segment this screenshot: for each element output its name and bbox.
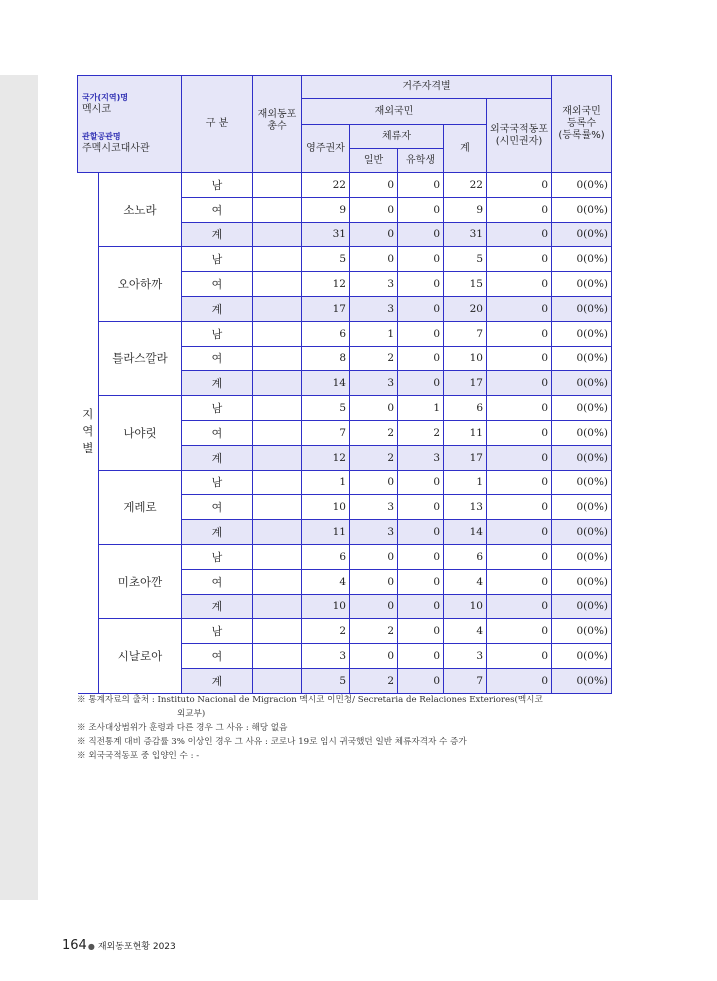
cell-total: [253, 346, 302, 371]
region-name: 미초아깐: [99, 544, 182, 618]
cell-sum: 11: [444, 420, 487, 445]
cell-foreign: 0: [487, 644, 552, 669]
cell-total: [253, 594, 302, 619]
country-name: 멕시코: [82, 104, 111, 115]
cell-sum: 20: [444, 296, 487, 321]
cell-gen: 1: [350, 321, 398, 346]
gender-cell: 남: [182, 619, 253, 644]
overseas-koreans-table: [77, 75, 612, 694]
cell-sum: 6: [444, 544, 487, 569]
cell-reg: 0(0%): [552, 644, 612, 669]
header-total: 재외동포 총수: [253, 76, 302, 173]
note-scope: ※ 조사대상범위가 훈령과 다른 경우 그 사유 : 해당 없음: [77, 723, 288, 733]
cell-gen: 0: [350, 222, 398, 247]
cell-gen: 0: [350, 396, 398, 421]
cell-reg: 0(0%): [552, 272, 612, 297]
cell-perm: 10: [302, 495, 350, 520]
cell-foreign: 0: [487, 346, 552, 371]
office-label: 관할공관명: [82, 132, 121, 141]
cell-reg: 0(0%): [552, 619, 612, 644]
cell-reg: 0(0%): [552, 445, 612, 470]
region-name: 오아하까: [99, 247, 182, 321]
cell-perm: 12: [302, 272, 350, 297]
cell-stu: 0: [398, 296, 444, 321]
cell-sum: 5: [444, 247, 487, 272]
cell-reg: 0(0%): [552, 247, 612, 272]
cell-perm: 31: [302, 222, 350, 247]
cell-sum: 4: [444, 619, 487, 644]
cell-sum: 17: [444, 445, 487, 470]
cell-reg: 0(0%): [552, 420, 612, 445]
cell-foreign: 0: [487, 619, 552, 644]
cell-stu: 3: [398, 445, 444, 470]
cell-foreign: 0: [487, 495, 552, 520]
cell-stu: 0: [398, 668, 444, 693]
header-sum: 계: [444, 125, 487, 173]
region-name: 소노라: [99, 173, 182, 247]
cell-gen: 2: [350, 420, 398, 445]
cell-perm: 4: [302, 569, 350, 594]
cell-foreign: 0: [487, 296, 552, 321]
cell-sum: 13: [444, 495, 487, 520]
cell-gen: 2: [350, 445, 398, 470]
table-row: [78, 173, 612, 198]
cell-stu: 1: [398, 396, 444, 421]
cell-reg: 0(0%): [552, 594, 612, 619]
region-name: 틀라스깔라: [99, 321, 182, 395]
region-name: 게레로: [99, 470, 182, 544]
cell-stu: 0: [398, 495, 444, 520]
cell-total: [253, 668, 302, 693]
table-row: [78, 321, 612, 346]
cell-total: [253, 445, 302, 470]
cell-foreign: 0: [487, 420, 552, 445]
cell-foreign: 0: [487, 445, 552, 470]
cell-total: [253, 644, 302, 669]
cell-foreign: 0: [487, 396, 552, 421]
table-row: [78, 247, 612, 272]
cell-reg: 0(0%): [552, 495, 612, 520]
cell-total: [253, 520, 302, 545]
cell-foreign: 0: [487, 197, 552, 222]
cell-perm: 10: [302, 594, 350, 619]
cell-perm: 14: [302, 371, 350, 396]
gender-cell: 여: [182, 197, 253, 222]
header-general: 일반: [350, 149, 398, 173]
cell-total: [253, 420, 302, 445]
cell-perm: 5: [302, 396, 350, 421]
gender-cell: 여: [182, 272, 253, 297]
cell-reg: 0(0%): [552, 520, 612, 545]
table-row: [78, 619, 612, 644]
cell-perm: 5: [302, 247, 350, 272]
cell-reg: 0(0%): [552, 346, 612, 371]
cell-gen: 2: [350, 668, 398, 693]
cell-gen: 3: [350, 371, 398, 396]
cell-foreign: 0: [487, 569, 552, 594]
cell-total: [253, 495, 302, 520]
cell-foreign: 0: [487, 321, 552, 346]
gender-cell: 계: [182, 222, 253, 247]
cell-reg: 0(0%): [552, 569, 612, 594]
cell-sum: 7: [444, 321, 487, 346]
office-name: 주멕시코대사관: [82, 143, 150, 154]
cell-sum: 1: [444, 470, 487, 495]
gender-cell: 남: [182, 544, 253, 569]
gender-cell: 남: [182, 396, 253, 421]
header-permanent: 영주권자: [302, 125, 350, 173]
cell-sum: 22: [444, 173, 487, 198]
cell-gen: 3: [350, 296, 398, 321]
gender-cell: 여: [182, 569, 253, 594]
bullet-icon: ●: [87, 942, 95, 951]
cell-total: [253, 197, 302, 222]
cell-reg: 0(0%): [552, 197, 612, 222]
cell-gen: 3: [350, 520, 398, 545]
cell-sum: 31: [444, 222, 487, 247]
gender-cell: 여: [182, 644, 253, 669]
cell-total: [253, 371, 302, 396]
gender-cell: 남: [182, 247, 253, 272]
cell-foreign: 0: [487, 544, 552, 569]
gender-cell: 계: [182, 594, 253, 619]
cell-total: [253, 470, 302, 495]
cell-perm: 11: [302, 520, 350, 545]
cell-sum: 10: [444, 346, 487, 371]
table-row: [78, 470, 612, 495]
cell-perm: 6: [302, 321, 350, 346]
cell-reg: 0(0%): [552, 668, 612, 693]
note-source-text: ※ 통계자료의 출처 : Instituto Nacional de Migracion 멕시코 이민청/ Secretaria de Relaciones Exteriores(멕시코: [77, 695, 543, 705]
cell-sum: 10: [444, 594, 487, 619]
cell-perm: 7: [302, 420, 350, 445]
cell-perm: 6: [302, 544, 350, 569]
cell-total: [253, 544, 302, 569]
table-body: [78, 173, 612, 694]
header-student: 유학생: [398, 149, 444, 173]
side-margin-band: [0, 75, 38, 900]
note-source: [77, 693, 617, 721]
cell-sum: 7: [444, 668, 487, 693]
cell-gen: 0: [350, 544, 398, 569]
cell-total: [253, 619, 302, 644]
cell-reg: 0(0%): [552, 371, 612, 396]
notes-block: [77, 693, 617, 763]
cell-perm: 22: [302, 173, 350, 198]
cell-sum: 3: [444, 644, 487, 669]
cell-total: [253, 173, 302, 198]
cell-gen: 0: [350, 470, 398, 495]
cell-reg: 0(0%): [552, 396, 612, 421]
page-number: 164: [62, 938, 87, 953]
header-residence: 거주자격별: [302, 76, 552, 99]
cell-gen: 3: [350, 272, 398, 297]
cell-reg: 0(0%): [552, 321, 612, 346]
cell-stu: 0: [398, 247, 444, 272]
cell-reg: 0(0%): [552, 222, 612, 247]
note-source-cont: 외교부): [177, 709, 206, 719]
header-gubun: 구 분: [182, 76, 253, 173]
cell-stu: 0: [398, 644, 444, 669]
cell-stu: 0: [398, 594, 444, 619]
gender-cell: 여: [182, 346, 253, 371]
cell-foreign: 0: [487, 470, 552, 495]
gender-cell: 남: [182, 321, 253, 346]
cell-stu: 0: [398, 619, 444, 644]
cell-sum: 15: [444, 272, 487, 297]
cell-foreign: 0: [487, 222, 552, 247]
note-adoptees: ※ 외국국적동포 중 입양인 수 : -: [77, 751, 200, 761]
gender-cell: 계: [182, 520, 253, 545]
publication-title: 재외동포현황 2023: [97, 942, 176, 952]
area-label: 지 역 별: [78, 173, 99, 694]
cell-perm: 12: [302, 445, 350, 470]
cell-perm: 3: [302, 644, 350, 669]
country-label: 국가(지역)명: [82, 93, 128, 102]
cell-reg: 0(0%): [552, 544, 612, 569]
cell-gen: 2: [350, 346, 398, 371]
cell-stu: 0: [398, 346, 444, 371]
cell-stu: 0: [398, 222, 444, 247]
page-footer: [62, 938, 176, 953]
cell-stu: 2: [398, 420, 444, 445]
gender-cell: 계: [182, 668, 253, 693]
cell-reg: 0(0%): [552, 173, 612, 198]
header-corner: [78, 76, 182, 173]
cell-gen: 0: [350, 173, 398, 198]
gender-cell: 남: [182, 470, 253, 495]
cell-stu: 0: [398, 569, 444, 594]
header-sojourner: 체류자: [350, 125, 444, 149]
cell-sum: 6: [444, 396, 487, 421]
cell-stu: 0: [398, 321, 444, 346]
cell-total: [253, 321, 302, 346]
cell-sum: 17: [444, 371, 487, 396]
cell-gen: 0: [350, 644, 398, 669]
cell-foreign: 0: [487, 594, 552, 619]
cell-total: [253, 569, 302, 594]
cell-foreign: 0: [487, 173, 552, 198]
header-registered: 재외국민 등록수 (등록률%): [552, 76, 612, 173]
cell-gen: 3: [350, 495, 398, 520]
cell-total: [253, 247, 302, 272]
cell-stu: 0: [398, 470, 444, 495]
cell-total: [253, 272, 302, 297]
gender-cell: 계: [182, 445, 253, 470]
cell-foreign: 0: [487, 272, 552, 297]
cell-perm: 2: [302, 619, 350, 644]
cell-perm: 8: [302, 346, 350, 371]
header-nationals: 재외국민: [302, 99, 487, 125]
cell-perm: 9: [302, 197, 350, 222]
cell-gen: 0: [350, 197, 398, 222]
region-name: 나야릿: [99, 396, 182, 470]
gender-cell: 계: [182, 371, 253, 396]
cell-stu: 0: [398, 544, 444, 569]
gender-cell: 여: [182, 420, 253, 445]
cell-total: [253, 396, 302, 421]
note-change: ※ 직전통계 대비 증감률 3% 이상인 경우 그 사유 : 코로나 19로 임시 귀국했던 일반 체류자격자 수 증가: [77, 737, 467, 747]
cell-total: [253, 222, 302, 247]
header-foreign: 외국국적동포 (시민권자): [487, 99, 552, 173]
cell-perm: 5: [302, 668, 350, 693]
cell-foreign: 0: [487, 247, 552, 272]
table-row: [78, 396, 612, 421]
gender-cell: 여: [182, 495, 253, 520]
gender-cell: 남: [182, 173, 253, 198]
cell-gen: 0: [350, 569, 398, 594]
cell-stu: 0: [398, 197, 444, 222]
cell-gen: 2: [350, 619, 398, 644]
cell-total: [253, 296, 302, 321]
cell-stu: 0: [398, 272, 444, 297]
cell-reg: 0(0%): [552, 296, 612, 321]
cell-foreign: 0: [487, 668, 552, 693]
cell-sum: 4: [444, 569, 487, 594]
cell-stu: 0: [398, 173, 444, 198]
cell-gen: 0: [350, 594, 398, 619]
gender-cell: 계: [182, 296, 253, 321]
cell-sum: 14: [444, 520, 487, 545]
cell-perm: 17: [302, 296, 350, 321]
cell-gen: 0: [350, 247, 398, 272]
cell-reg: 0(0%): [552, 470, 612, 495]
region-name: 시날로아: [99, 619, 182, 693]
cell-perm: 1: [302, 470, 350, 495]
table-row: [78, 544, 612, 569]
cell-stu: 0: [398, 371, 444, 396]
cell-stu: 0: [398, 520, 444, 545]
cell-sum: 9: [444, 197, 487, 222]
cell-foreign: 0: [487, 371, 552, 396]
cell-foreign: 0: [487, 520, 552, 545]
